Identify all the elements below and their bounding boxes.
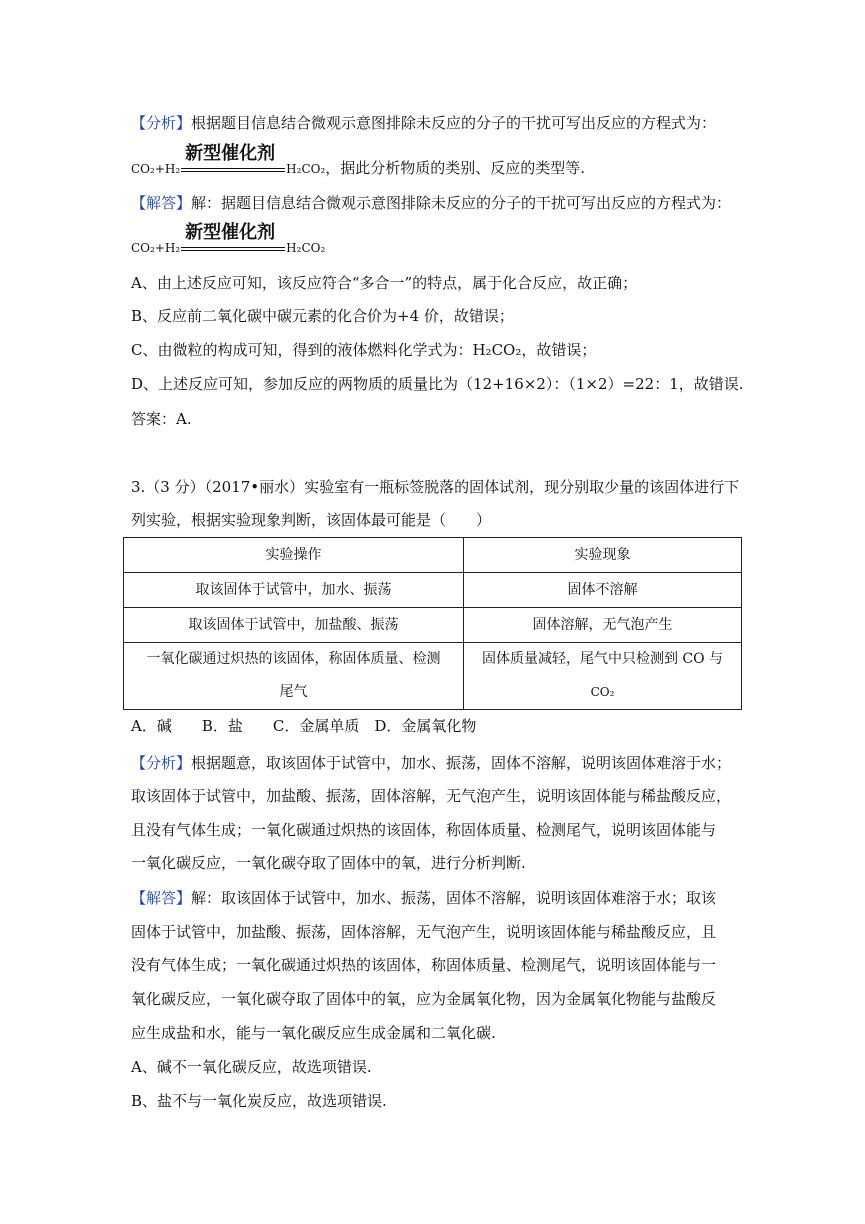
solution-item-a: A、碱不一氧化碳反应，故选项错误. bbox=[131, 1058, 372, 1076]
cell-operation bbox=[124, 643, 464, 710]
solution-2-line: 没有气体生成；一氧化碳通过炽热的该固体，称固体质量、检测尾气，说明该固体能与一 bbox=[131, 956, 717, 974]
analysis-text: 根据题意，取该固体于试管中，加水、振荡，固体不溶解，说明该固体难溶于水； bbox=[191, 754, 732, 772]
solution-2-line bbox=[131, 888, 716, 908]
solution-item-a: A、由上述反应可知，该反应符合“多合一”的特点，属于化合反应，故正确； bbox=[131, 274, 638, 292]
cell-phenomenon bbox=[464, 643, 742, 710]
table-row bbox=[124, 608, 742, 643]
cell-line: 一氧化碳通过炽热的该固体，称固体质量、检测 bbox=[146, 651, 441, 667]
solution-text: 解：据题目信息结合微观示意图排除未反应的分子的干扰可写出反应的方程式为： bbox=[191, 194, 732, 212]
cell-line: CO₂ bbox=[590, 685, 615, 699]
analysis-tag: 【分析】 bbox=[131, 754, 192, 772]
solution-text: 解：取该固体于试管中，加水、振荡，固体不溶解，说明该固体难溶于水；取该 bbox=[191, 889, 717, 907]
analysis-tag: 【分析】 bbox=[131, 114, 192, 132]
catalyst-label: 新型催化剂 bbox=[185, 143, 276, 164]
solution-2-line: 应生成盐和水，能与一氧化碳反应生成金属和二氧化碳. bbox=[131, 1024, 496, 1042]
analysis-text: 根据题目信息结合微观示意图排除未反应的分子的干扰可写出反应的方程式为： bbox=[191, 114, 717, 132]
solution-item-b: B、盐不与一氧化炭反应，故选项错误. bbox=[131, 1092, 387, 1110]
analysis-2-line bbox=[131, 753, 731, 773]
analysis-1-line bbox=[131, 113, 716, 133]
header-phenomenon: 实验现象 bbox=[464, 538, 742, 573]
solution-item-c: C、由微粒的构成可知，得到的液体燃料化学式为：H₂CO₂，故错误； bbox=[131, 341, 597, 359]
analysis-2-line: 取该固体于试管中，加盐酸、振荡，固体溶解，无气泡产生，说明该固体能与稀盐酸反应， bbox=[131, 787, 732, 805]
solution-item-d: D、上述反应可知，参加反应的两物质的质量比为（12+16×2）：（1×2）=22：1，故错误. bbox=[131, 375, 744, 393]
header-operation: 实验操作 bbox=[124, 538, 464, 573]
analysis-tail: ，据此分析物质的类别、反应的类型等. bbox=[325, 159, 586, 177]
equation-left: CO₂+H₂ bbox=[131, 241, 181, 255]
question-3-line-1: 3.（3 分）（2017•丽水）实验室有一瓶标签脱落的固体试剂，现分别取少量的该固体进行下 bbox=[131, 478, 740, 496]
answer-options: A．碱 B．盐 C．金属单质 D．金属氧化物 bbox=[131, 717, 477, 735]
solution-tag: 【解答】 bbox=[131, 889, 192, 907]
equation-left: CO₂+H₂ bbox=[131, 162, 181, 176]
question-3-line-2: 列实验，根据实验现象判断，该固体最可能是（ ） bbox=[131, 511, 492, 529]
solution-item-b: B、反应前二氧化碳中碳元素的化合价为+4 价，故错误； bbox=[131, 307, 514, 325]
table-header-row bbox=[124, 538, 742, 573]
solution-2-line: 氧化碳反应，一氧化碳夺取了固体中的氧，应为金属氧化物，因为金属氧化物能与盐酸反 bbox=[131, 990, 717, 1008]
catalyst-arrow bbox=[181, 222, 285, 256]
equation-right: H₂CO₂ bbox=[286, 162, 326, 176]
analysis-2-line: 且没有气体生成；一氧化碳通过炽热的该固体，称固体质量、检测尾气，说明该固体能与 bbox=[131, 821, 717, 839]
answer-line: 答案：A. bbox=[131, 410, 192, 428]
solution-2-line: 固体于试管中，加盐酸、振荡，固体溶解，无气泡产生，说明该固体能与稀盐酸反应，且 bbox=[131, 923, 717, 941]
equation-2 bbox=[131, 222, 326, 258]
table-row bbox=[124, 643, 742, 710]
cell-phenomenon: 固体溶解，无气泡产生 bbox=[464, 608, 742, 643]
cell-operation: 取该固体于试管中，加水、振荡 bbox=[124, 573, 464, 608]
solution-1-line bbox=[131, 193, 731, 213]
catalyst-arrow bbox=[181, 143, 285, 177]
cell-phenomenon: 固体不溶解 bbox=[464, 573, 742, 608]
equation-right: H₂CO₂ bbox=[286, 241, 326, 255]
table-row bbox=[124, 573, 742, 608]
equation-1 bbox=[131, 143, 586, 179]
experiment-table bbox=[123, 537, 742, 710]
catalyst-label: 新型催化剂 bbox=[185, 222, 276, 243]
cell-operation: 取该固体于试管中，加盐酸、振荡 bbox=[124, 608, 464, 643]
analysis-2-line: 一氧化碳反应，一氧化碳夺取了固体中的氧，进行分析判断. bbox=[131, 854, 526, 872]
solution-tag: 【解答】 bbox=[131, 194, 192, 212]
cell-line: 固体质量减轻，尾气中只检测到 CO 与 bbox=[481, 651, 724, 667]
cell-line: 尾气 bbox=[279, 684, 308, 700]
